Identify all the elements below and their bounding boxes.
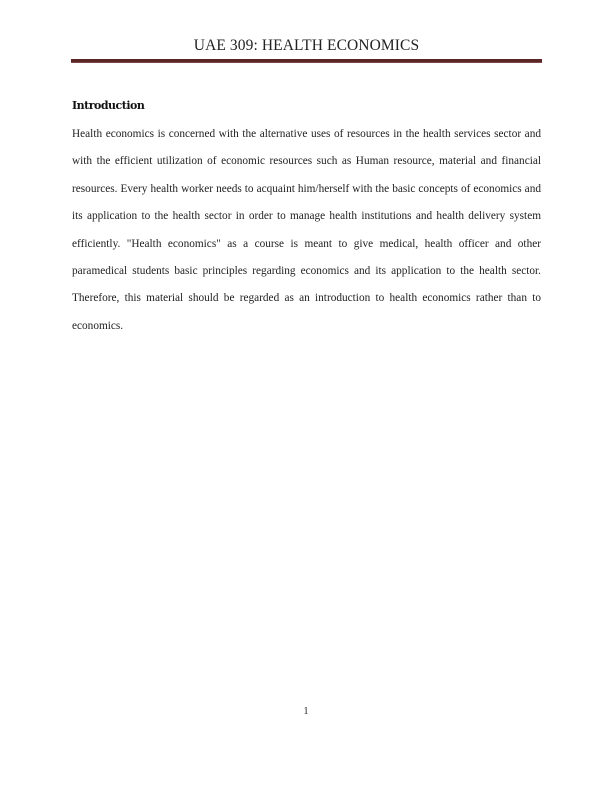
section-heading: Introduction xyxy=(72,99,145,112)
page-number: 1 xyxy=(303,706,309,717)
header-divider-rule xyxy=(71,59,542,63)
introduction-paragraph: Health economics is concerned with the alternative uses of resources in the health services sector and with the efficient utilization of economic resources such as Human resource, material and financial resources. Every health worker needs to acquaint him/herself with the basic concepts of economics and its application to the health sector in order to manage health institutions and health delivery system efficiently. "Health economics" as a course is meant to give medical, health officer and other paramedical students basic principles regarding economics and its application to the health sector. Therefore, this material should be regarded as an introduction to health economics rather than to economics. xyxy=(72,128,541,332)
running-header-title: UAE 309: HEALTH ECONOMICS xyxy=(193,37,420,54)
